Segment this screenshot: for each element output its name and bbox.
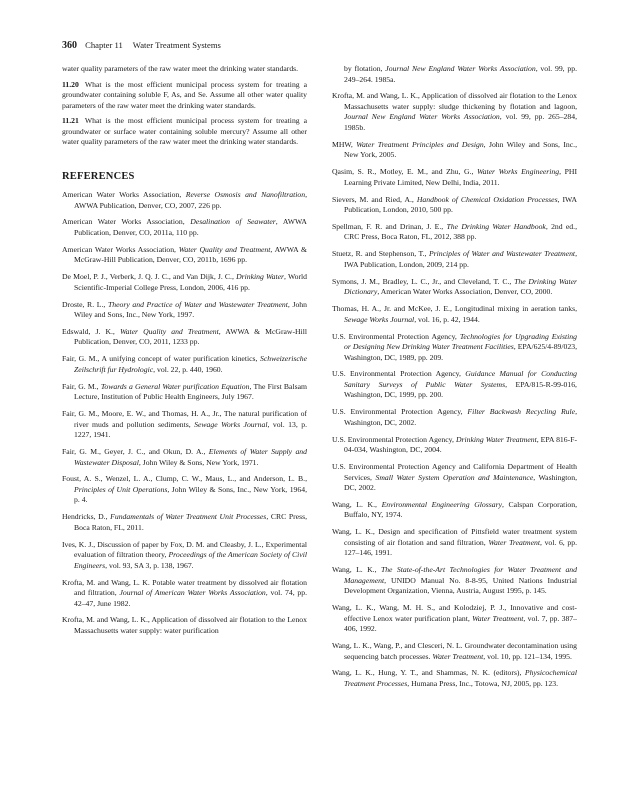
reference-text: Edswald, J. K.,	[62, 326, 120, 336]
reference-title: Water Treatment	[472, 613, 524, 623]
reference-text: , John Wiley and Sons, Inc., New York, 1997.	[74, 299, 307, 320]
reference-entry	[332, 462, 577, 494]
reference-title: Filter Backwash Recycling Rule	[467, 407, 576, 417]
reference-text: , Calspan Corporation, Buffalo, NY, 1974.	[344, 499, 577, 520]
reference-text: Wang, L. K., Design and specification of Pittsfield water treatment system consisting of air flotation and sand filtration,	[332, 527, 577, 547]
reference-title: The Drinking Water Handbook	[446, 221, 546, 231]
reference-text: , AWWA Publication, Denver, CO, 2007, 226 pp.	[74, 190, 307, 210]
reference-text: , AWWA Publication, Denver, CO, 2011a, 110 pp.	[74, 217, 307, 237]
reference-entry	[332, 140, 577, 161]
reference-entry	[62, 578, 307, 610]
reference-title: Drinking Water	[236, 272, 285, 282]
reference-text: , 2nd ed., CRC Press, Boca Raton, FL, 2012, 388 pp.	[344, 221, 577, 242]
reference-text: Wang, L. K., Hung, Y. T., and Shammas, N. K. (editors),	[332, 668, 525, 678]
reference-text: Symons, J. M., Bradley, L. C., Jr., and Cleveland, T. C.,	[332, 276, 515, 286]
reference-title: Elements of Water Supply and Wastewater Disposal	[74, 447, 307, 467]
chapter-label: Chapter 11	[85, 40, 123, 50]
reference-entry	[62, 512, 307, 533]
reference-title: Water Works Engineering	[476, 167, 560, 177]
running-header	[62, 40, 221, 51]
reference-text: , IWA Publication, London, 2010, 500 pp.	[344, 194, 578, 215]
reference-text: Wang, L. K., Wang, P., and Clesceri, N. L. Groundwater decontamination using sequencing batch processes.	[332, 641, 577, 661]
reference-entry	[62, 217, 307, 238]
reference-text: , UNIDO Manual No. 8-8-95, United Nations Industrial Development Organization, Vienna, Austria, August 1995, p. 145.	[344, 575, 577, 596]
reference-entry	[332, 332, 577, 364]
reference-title: Proceedings of the American Society of Civil Engineers	[74, 550, 307, 570]
references-list-right	[332, 64, 577, 689]
reference-text: U.S. Environmental Protection Agency,	[332, 434, 456, 444]
reference-text: , vol. 74, pp. 42–47, June 1982.	[74, 588, 308, 608]
reference-title: Reverse Osmosis and Nanofiltration	[185, 190, 306, 199]
reference-entry	[62, 272, 307, 293]
reference-text: Fair, G. M., Geyer, J. C., and Okun, D. A.,	[62, 447, 209, 457]
reference-entry	[62, 615, 307, 636]
reference-text: , vol. 99, pp. 265–284, 1985b.	[344, 112, 578, 132]
reference-text: U.S. Environmental Protection Agency,	[332, 407, 468, 417]
reference-title: Theory and Practice of Water and Wastewater Treatment	[107, 299, 288, 309]
reference-title: Water Quality and Treatment	[119, 326, 219, 336]
reference-text: American Water Works Association,	[62, 190, 186, 199]
reference-title: Water Treatment	[488, 537, 540, 547]
page-number: 360	[62, 40, 77, 51]
reference-title: Journal New England Water Works Association	[385, 64, 536, 73]
question-item	[62, 116, 307, 148]
question-text: What is the most efficient municipal process system for treating a groundwater containing soluble F, As, and Se. Assume all other water quality parameters of the raw water meet the drinking water standards.	[62, 79, 307, 110]
reference-text: , AWWA & McGraw-Hill Publication, Denver, CO, 2011, 1233 pp.	[74, 326, 307, 347]
reference-entry	[332, 369, 577, 401]
reference-text: , vol. 22, p. 440, 1960.	[153, 364, 223, 374]
reference-entry	[62, 354, 307, 375]
reference-text: , John Wiley & Sons, New York, 1971.	[138, 457, 259, 467]
reference-title: Towards a General Water purification Equation	[100, 381, 250, 391]
reference-entry	[332, 500, 577, 521]
reference-title: Principles of Unit Operations	[74, 484, 168, 494]
reference-text: , American Water Works Association, Denver, CO, 2000.	[377, 287, 553, 297]
reference-text: Wang, L. K., Wang, M. H. S., and Kolodziej, P. J., Innovative and cost-effective Lenox water purification plant,	[332, 603, 577, 623]
reference-entry	[332, 435, 577, 456]
reference-title: Water Treatment Principles and Design	[356, 139, 484, 149]
reference-entry	[62, 300, 307, 321]
reference-text: Thomas, H. A., Jr. and McKee, J. E., Longitudinal mixing in aeration tanks,	[332, 304, 577, 314]
question-item	[62, 80, 307, 112]
reference-title: Sewage Works Journal	[344, 314, 415, 324]
reference-entry	[332, 277, 577, 298]
reference-title: Environmental Engineering Glossary	[381, 499, 502, 509]
reference-entry	[332, 222, 577, 243]
reference-text: , AWWA & McGraw-Hill Publication, Denver, CO, 2011b, 1696 pp.	[74, 244, 308, 265]
reference-text: Spellman, F. R. and Drinan, J. E.,	[332, 221, 447, 231]
reference-title: Fundamentals of Water Treatment Unit Processes	[110, 512, 267, 522]
reference-entry	[62, 190, 307, 211]
reference-entry	[62, 245, 307, 266]
reference-entry	[62, 382, 307, 403]
reference-text: Ives, K. J., Discussion of paper by Fox, D. M. and Cleasby, J. L., Experimental evaluation of filtration theory,	[62, 539, 307, 560]
reference-title: Water Quality and Treatment	[178, 244, 271, 254]
reference-text: , The First Balsam Lecture, Institution of Public Health Engineers, July 1967.	[74, 381, 307, 402]
reference-text: Fair, G. M., Moore, E. W., and Thomas, H. A., Jr., The natural purification of river muds and pollution sediments,	[62, 409, 307, 429]
reference-title: Principles of Water and Wastewater Treatment	[428, 249, 576, 259]
reference-title: Technologies for Upgrading Existing or Designing New Drinking Water Treatment Facilities	[344, 331, 577, 352]
reference-title: Sewage Works Journal	[194, 419, 268, 429]
reference-text: , PHI Learning Private Limited, New Delhi, India, 2011.	[344, 167, 577, 187]
reference-text: Krofta, M. and Wang, L. K. Potable water treatment by dissolved air flotation and filtration,	[62, 577, 307, 598]
reference-text: , vol. 10, pp. 121–134, 1995.	[483, 651, 572, 661]
reference-entry	[332, 249, 577, 270]
reference-text: , EPA/815-R-99-016, Washington, DC, 1999, pp. 200.	[344, 379, 577, 400]
reference-text: Droste, R. L.,	[62, 299, 108, 309]
reference-text: U.S. Environmental Protection Agency,	[332, 331, 460, 341]
reference-entry	[332, 603, 577, 635]
reference-entry	[332, 668, 577, 689]
reference-text: , vol. 13, p. 1227, 1941.	[74, 419, 307, 440]
reference-title: Small Water System Operation and Maintenance	[375, 472, 534, 482]
reference-entry	[332, 167, 577, 188]
reference-entry	[62, 474, 307, 506]
references-heading: REFERENCES	[62, 170, 135, 182]
reference-title: Guidance Manual for Conducting Sanitary Surveys of Public Water Systems	[344, 369, 577, 389]
reference-title: Water Treatment	[432, 651, 484, 661]
reference-title: Journal New England Water Works Association	[344, 112, 500, 122]
reference-text: by flotation,	[344, 64, 386, 73]
reference-text: American Water Works Association,	[62, 244, 179, 254]
reference-title: Desalination of Seawater	[190, 217, 276, 227]
reference-text: Wang, L. K.,	[332, 499, 382, 509]
reference-entry	[332, 527, 577, 559]
reference-text: Hendricks, D.,	[62, 512, 111, 522]
reference-text: , John Wiley and Sons, Inc., New York, 2005.	[344, 139, 578, 160]
references-list-left	[62, 190, 307, 636]
reference-text: , vol. 6, pp. 127–146, 1991.	[344, 537, 577, 558]
questions-intro: water quality parameters of the raw water meet the drinking water standards.	[62, 64, 299, 73]
reference-entry	[62, 327, 307, 348]
reference-entry	[332, 641, 577, 662]
reference-text: Krofta, M. and Wang, L. K., Application of dissolved air flotation to the Lenox Massachusetts water supply: water purification	[62, 615, 307, 635]
reference-entry	[62, 447, 307, 468]
reference-text: , vol. 99, pp. 249–264. 1985a.	[344, 64, 578, 84]
reference-text: Qasim, S. R., Motley, E. M., and Zhu, G.,	[332, 167, 477, 177]
reference-text: De Moel, P. J., Verberk, J. Q. J. C., and Van Dijk, J. C.,	[62, 272, 237, 282]
reference-text: U.S. Environmental Protection Agency and California Department of Health Services,	[332, 462, 577, 482]
reference-text: Krofta, M. and Wang, L. K., Application of dissolved air flotation to the Lenox Massachusetts water supply: sludge thickening by flotation and lagoon,	[332, 91, 577, 111]
reference-text: Fair, G. M.,	[62, 381, 101, 391]
reference-text: , vol. 7, pp. 387–406, 1992.	[344, 613, 577, 634]
reference-title: Drinking Water Treatment	[455, 434, 537, 444]
reference-text: , Washington, DC, 2002.	[344, 407, 577, 427]
reference-text: , vol. 16, p. 42, 1944.	[414, 314, 480, 324]
reference-entry	[62, 540, 307, 572]
reference-entry	[332, 565, 577, 597]
reference-entry	[62, 409, 307, 441]
reference-title: The Drinking Water Dictionary	[344, 276, 577, 297]
reference-text: MHW,	[332, 139, 357, 149]
reference-text: , Humana Press, Inc., Totowa, NJ, 2005, pp. 123.	[407, 678, 558, 688]
reference-text: Wang, L. K.,	[332, 565, 381, 575]
reference-text: Stuetz, R. and Stephenson, T.,	[332, 249, 429, 259]
reference-entry	[332, 91, 577, 133]
question-number: 11.20	[62, 79, 79, 89]
reference-text: , EPA/625/4-89/023, Washington, DC, 1989, pp. 209.	[344, 342, 577, 362]
reference-entry	[332, 407, 577, 428]
reference-text: American Water Works Association,	[62, 217, 191, 227]
reference-title: Physicochemical Treatment Processes	[344, 668, 577, 688]
reference-title: Journal of American Water Works Association	[119, 588, 266, 598]
reference-title: Handbook of Chemical Oxidation Processes	[416, 194, 558, 204]
reference-text: U.S. Environmental Protection Agency,	[332, 369, 466, 379]
reference-text: , Washington, DC, 2002.	[344, 472, 577, 493]
reference-text: , vol. 93, SA 3, p. 138, 1967.	[105, 560, 194, 570]
reference-text: Sievers, M. and Ried, A.,	[332, 194, 417, 204]
reference-text: , John Wiley & Sons, Inc., New York, 1964, p. 4.	[74, 484, 307, 505]
reference-text: , World Scientific-Imperial College Press, London, 2006, 416 pp.	[74, 272, 307, 292]
reference-title: Schweizerische Zeilschrift fur Hydrologic	[74, 354, 307, 374]
left-column	[62, 64, 307, 643]
reference-text: Fair, G. M., A unifying concept of water purification kinetics,	[62, 354, 261, 364]
reference-title: The State-of-the-Art Technologies for Water Treatment and Management	[344, 565, 577, 585]
reference-text: , IWA Publication, London, 2009, 214 pp.	[344, 249, 577, 269]
question-number: 11.21	[62, 116, 79, 125]
reference-text: , CRC Press, Boca Raton, FL, 2011.	[74, 512, 308, 532]
chapter-title: Water Treatment Systems	[132, 40, 221, 50]
reference-text: , EPA 816-F-04-034, Washington, DC, 2004.	[344, 434, 577, 455]
reference-entry	[332, 195, 577, 216]
right-column	[332, 64, 577, 696]
reference-entry	[332, 64, 577, 85]
reference-text: Foust, A. S., Wenzel, L. A., Clump, C. W., Maus, L., and Anderson, L. B.,	[62, 474, 307, 484]
question-text: What is the most efficient municipal process system for treating a groundwater or surface water containing soluble mercury? Assume all other water quality parameters of the raw water meet the drinking water standards.	[62, 116, 307, 146]
reference-entry	[332, 304, 577, 325]
